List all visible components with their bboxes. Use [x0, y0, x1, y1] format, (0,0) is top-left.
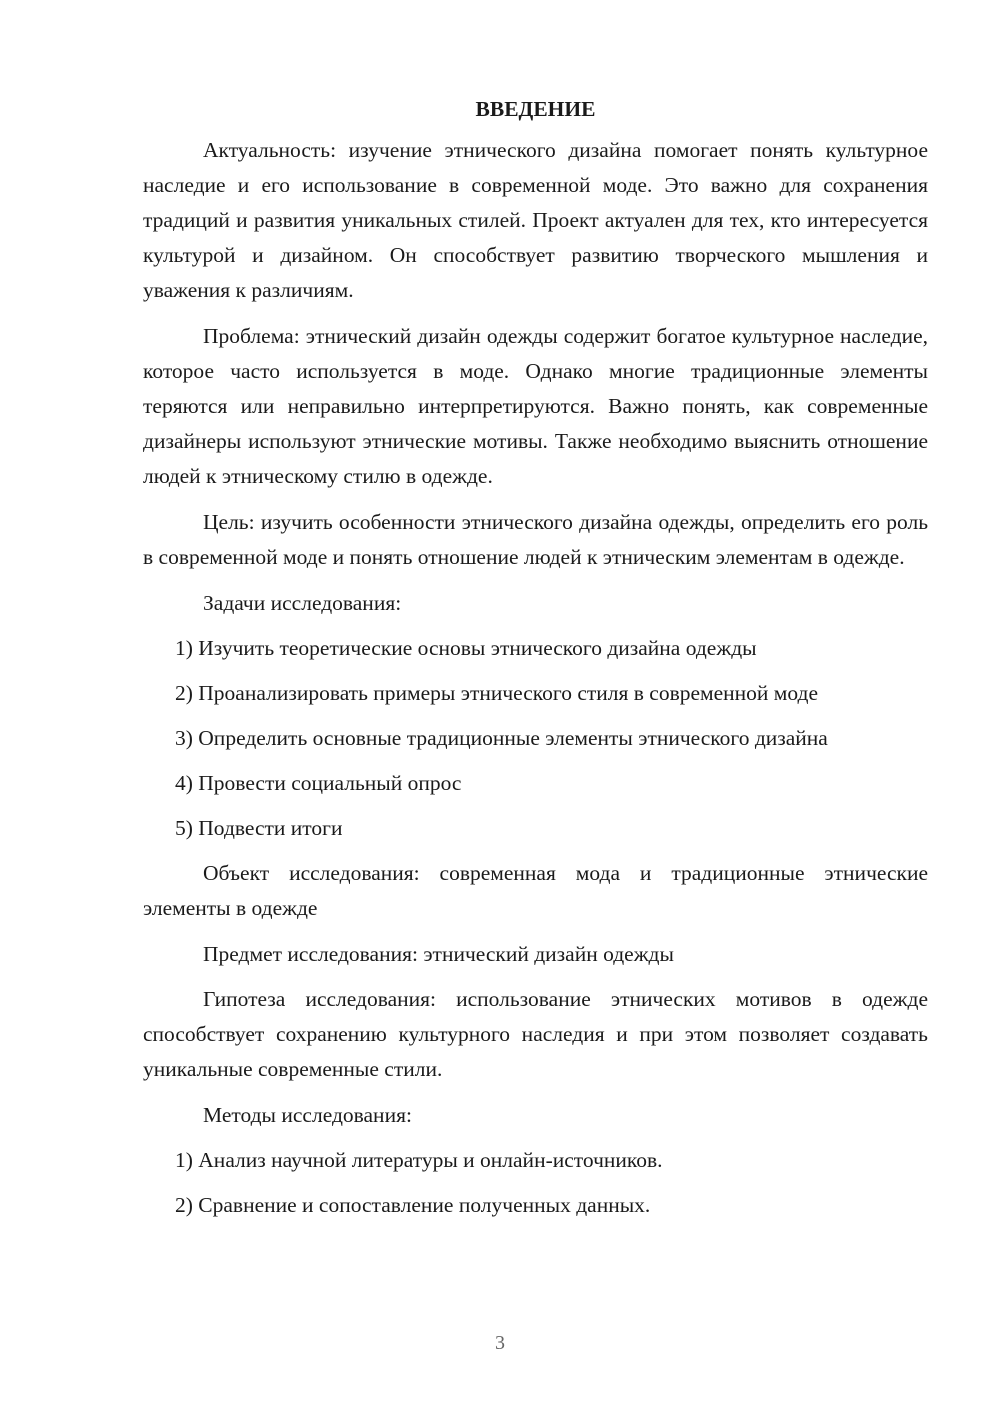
page-number: 3	[495, 1332, 505, 1354]
object-paragraph: Объект исследования: современная мода и традиционные этнические элементы в одежде	[143, 861, 928, 920]
list-item: 1) Анализ научной литературы и онлайн-источников.	[175, 1148, 663, 1172]
list-item: 3) Определить основные традиционные элементы этнического дизайна	[175, 726, 828, 750]
relevance-paragraph: Актуальность: изучение этнического дизайна помогает понять культурное наследие и его использование в современной моде. Это важно для сохранения традиций и развития уникальных стилей. Проект актуален для тех, кто интересуется культурой и дизайном. Он способствует развитию творческого мышления и уважения к различиям.	[143, 138, 928, 302]
subject-line: Предмет исследования: этнический дизайн одежды	[203, 942, 674, 966]
list-item: 4) Провести социальный опрос	[175, 771, 462, 795]
hypothesis-paragraph: Гипотеза исследования: использование этнических мотивов в одежде способствует сохранению культурного наследия и при этом позволяет создавать уникальные современные стили.	[143, 987, 928, 1081]
goal-paragraph: Цель: изучить особенности этнического дизайна одежды, определить его роль в современной моде и понять отношение людей к этническим элементам в одежде.	[143, 510, 928, 569]
tasks-list	[143, 631, 928, 846]
section-title: ВВЕДЕНИЕ	[475, 97, 596, 121]
list-item: 2) Проанализировать примеры этнического стиля в современной моде	[175, 681, 819, 705]
methods-heading: Методы исследования:	[203, 1103, 412, 1127]
tasks-heading: Задачи исследования:	[203, 591, 402, 615]
list-item: 5) Подвести итоги	[175, 816, 343, 840]
list-item: 2) Сравнение и сопоставление полученных данных.	[175, 1193, 651, 1217]
document-page	[143, 92, 928, 1233]
problem-paragraph: Проблема: этнический дизайн одежды содержит богатое культурное наследие, которое часто используется в моде. Однако многие традиционные элементы теряются или неправильно интерпретируются. Важно понять, как современные дизайнеры используют этнические мотивы. Также необходимо выяснить отношение людей к этническому стилю в одежде.	[143, 324, 928, 488]
list-item: 1) Изучить теоретические основы этнического дизайна одежды	[175, 636, 757, 660]
methods-list	[143, 1143, 928, 1223]
